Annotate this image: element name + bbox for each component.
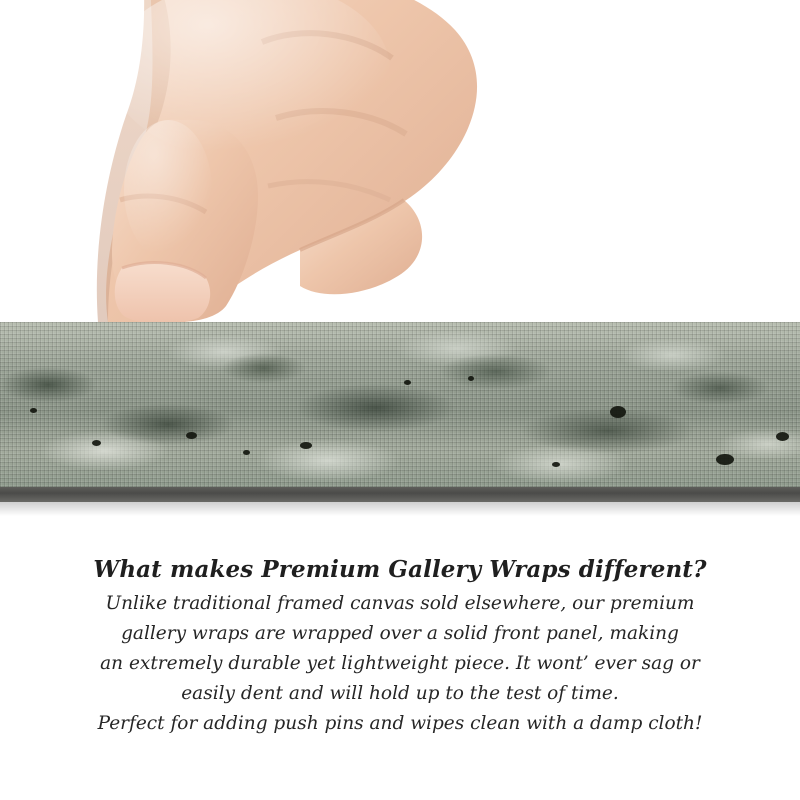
canvas-speck <box>186 432 197 439</box>
canvas-speck <box>92 440 101 446</box>
canvas-printed-surface <box>0 322 800 487</box>
page-title: What makes Premium Gallery Wraps different? <box>93 556 707 583</box>
description-line: easily dent and will hold up to the test of time. <box>181 683 619 704</box>
description-line: Unlike traditional framed canvas sold elsewhere, our premium <box>105 593 695 614</box>
canvas-speck <box>552 462 560 467</box>
canvas-speck <box>610 406 626 418</box>
canvas-speck <box>468 376 474 381</box>
description-line: Perfect for adding push pins and wipes clean with a damp cloth! <box>97 713 703 734</box>
canvas-speck <box>716 454 734 465</box>
canvas-speck <box>300 442 312 449</box>
canvas-bottom-edge <box>0 487 800 502</box>
canvas-speck <box>30 408 37 413</box>
canvas-speck <box>776 432 789 441</box>
product-description <box>0 556 800 739</box>
canvas-speck <box>243 450 250 455</box>
canvas-drop-shadow <box>0 502 800 516</box>
canvas-speck <box>404 380 411 385</box>
description-line: an extremely durable yet lightweight piece. It wont’ ever sag or <box>100 653 700 674</box>
finger-highlight <box>124 120 212 260</box>
hand-illustration <box>0 0 800 330</box>
hand-pressing-canvas <box>0 0 800 330</box>
description-line: gallery wraps are wrapped over a solid front panel, making <box>121 623 679 644</box>
canvas-edge-strip <box>0 322 800 502</box>
